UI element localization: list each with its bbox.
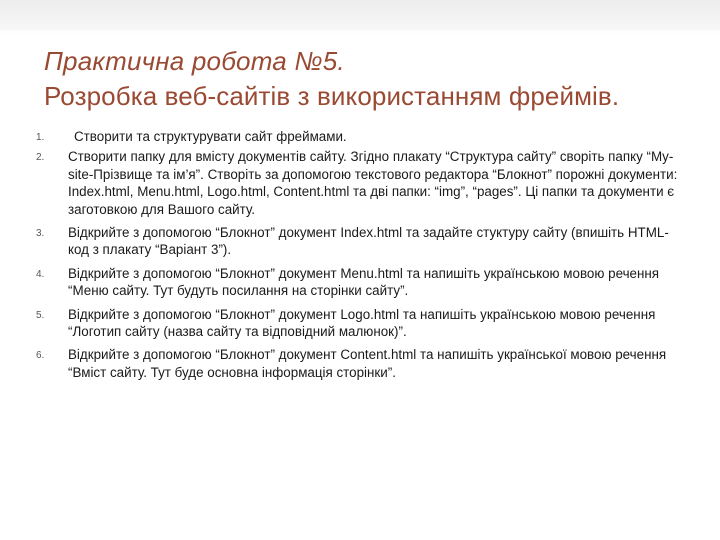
list-item-number: 1. — [36, 132, 45, 143]
list-item-text: Відкрийте з допомогою “Блокнот” документ Content.html та напишіть української мовою речення “Вміст сайту. Тут буде основна інформація сторінки”. — [68, 347, 667, 380]
list-item — [36, 346, 686, 381]
list-item-text: Створити та структурувати сайт фреймами. — [74, 129, 347, 144]
list-item-number: 2. — [36, 152, 45, 164]
top-band — [0, 0, 720, 30]
list-item-number: 6. — [36, 350, 45, 362]
title-line-practical-work: Практична робота №5. — [44, 46, 345, 76]
list-item — [36, 224, 686, 259]
slide-title — [44, 44, 704, 114]
list-item-text: Створити папку для вмісту документів сайту. Згідно плакату “Структура сайту” своріть папку “My-site-Прізвище та ім’я”. Створіть за допомогою текстового редактора “Блокнот” порожні документи: Index.html, Menu.html, Logo.html, Content.html та дві папки: “img”, “pages”. Ці папки та документи є заготовкою для Вашого сайту. — [68, 149, 678, 217]
list-item-number: 5. — [36, 309, 45, 321]
list-item — [36, 306, 686, 341]
list-item — [36, 148, 686, 218]
task-list — [36, 128, 686, 387]
list-item-number: 4. — [36, 268, 45, 280]
list-item-number: 3. — [36, 228, 45, 240]
list-item-text: Відкрийте з допомогою “Блокнот” документ Index.html та задайте стуктуру сайту (впишіть HTML-код з плакату “Варіант 3”). — [68, 225, 669, 258]
title-line-topic: Розробка веб-сайтів з використанням фреймів. — [44, 81, 620, 111]
list-item-text: Відкрийте з допомогою “Блокнот” документ Logo.html та напишіть українською мовою речення “Логотип сайту (назва сайту та відповідний малюнок)”. — [68, 306, 656, 340]
list-item — [36, 128, 686, 145]
list-item-text: Відкрийте з допомогою “Блокнот” документ Menu.html та напишіть українською мовою речення “Меню сайту. Тут будуть посилання на сторінки сайту”. — [68, 265, 660, 299]
list-item — [36, 265, 686, 300]
